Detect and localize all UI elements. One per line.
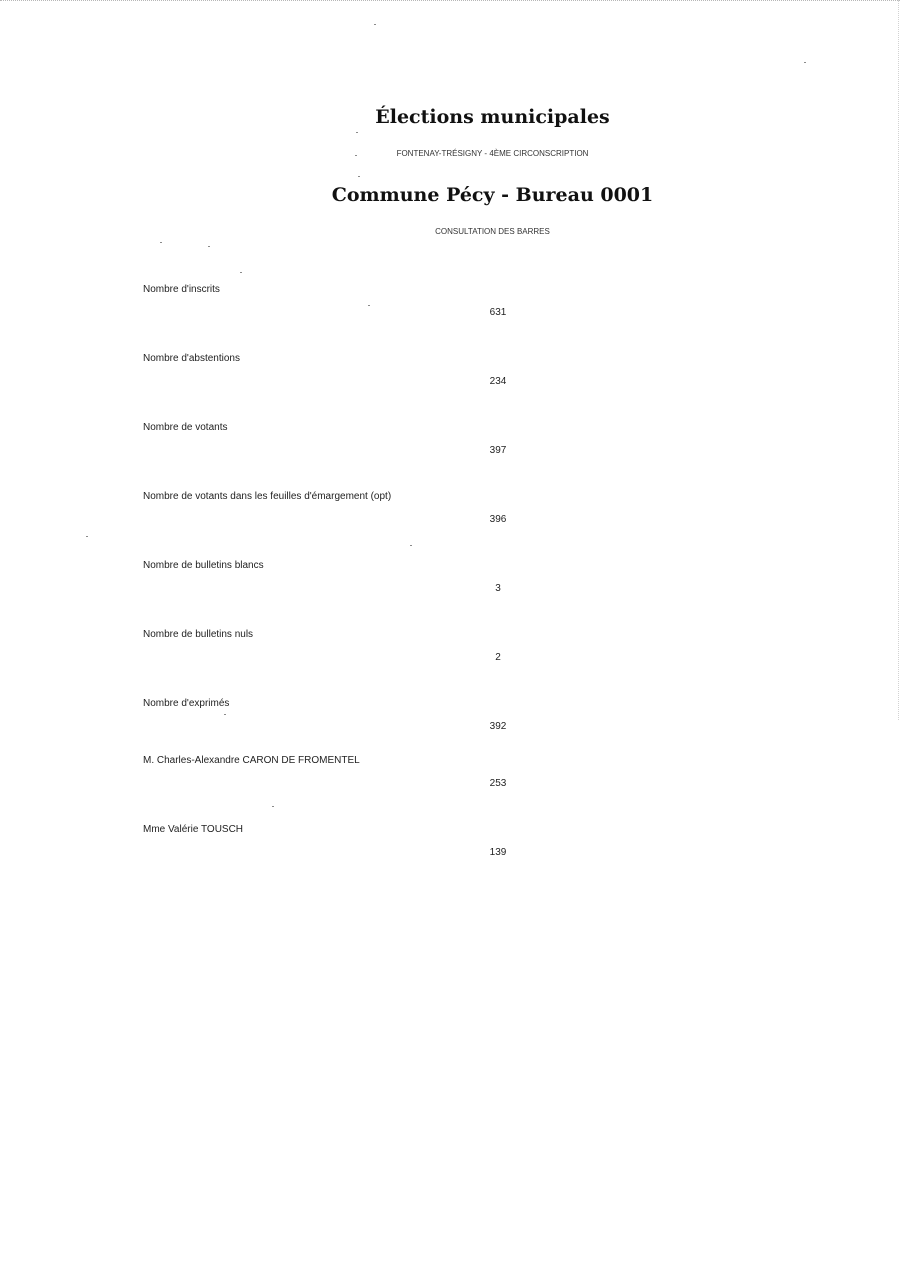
candidate-name: M. Charles-Alexandre CARON DE FROMENTEL xyxy=(143,755,360,766)
scan-speck xyxy=(374,24,376,25)
scan-speck xyxy=(356,132,358,133)
result-row-nuls xyxy=(143,629,643,698)
results-list xyxy=(143,284,643,893)
result-row-blancs xyxy=(143,560,643,629)
candidate-votes: 253 xyxy=(489,778,507,789)
result-row-inscrits xyxy=(143,284,643,353)
section-label: CONSULTATION DES BARRES xyxy=(435,227,550,236)
result-row-votants xyxy=(143,422,643,491)
result-label: Nombre de bulletins nuls xyxy=(143,629,254,640)
page-title: Élections municipales xyxy=(375,106,610,128)
result-value: 3 xyxy=(495,583,501,594)
result-value: 234 xyxy=(489,376,507,387)
scan-speck xyxy=(160,242,162,243)
scan-speck xyxy=(240,272,242,273)
result-value: 631 xyxy=(489,307,507,318)
scan-speck xyxy=(410,545,412,546)
result-row-candidate xyxy=(143,755,643,824)
result-value: 392 xyxy=(489,721,507,732)
commune-heading: Commune Pécy - Bureau 0001 xyxy=(331,184,654,206)
result-row-abstentions xyxy=(143,353,643,422)
scan-speck xyxy=(358,176,360,177)
result-label: Nombre d'abstentions xyxy=(143,353,240,364)
result-value: 396 xyxy=(489,514,507,525)
result-row-candidate xyxy=(143,824,643,893)
result-label: Nombre d'inscrits xyxy=(143,284,220,295)
scan-speck xyxy=(804,62,806,63)
result-label: Nombre de votants dans les feuilles d'émargement (opt) xyxy=(143,491,392,502)
candidate-name: Mme Valérie TOUSCH xyxy=(143,824,244,835)
result-label: Nombre d'exprimés xyxy=(143,698,230,709)
candidate-votes: 139 xyxy=(489,847,507,858)
result-value: 397 xyxy=(489,445,507,456)
scan-speck xyxy=(224,714,226,715)
scan-edge-artifact xyxy=(0,0,900,4)
scan-speck xyxy=(355,155,357,156)
scan-speck xyxy=(272,806,274,807)
scan-speck xyxy=(368,305,370,306)
page-subtitle: FONTENAY-TRÉSIGNY - 4ÈME CIRCONSCRIPTION xyxy=(396,149,589,158)
scan-speck xyxy=(86,536,88,537)
scan-speck xyxy=(208,246,210,247)
result-row-exprimes xyxy=(143,698,643,755)
result-label: Nombre de bulletins blancs xyxy=(143,560,264,571)
result-label: Nombre de votants xyxy=(143,422,228,433)
result-value: 2 xyxy=(495,652,501,663)
result-row-votants-emargement xyxy=(143,491,643,560)
